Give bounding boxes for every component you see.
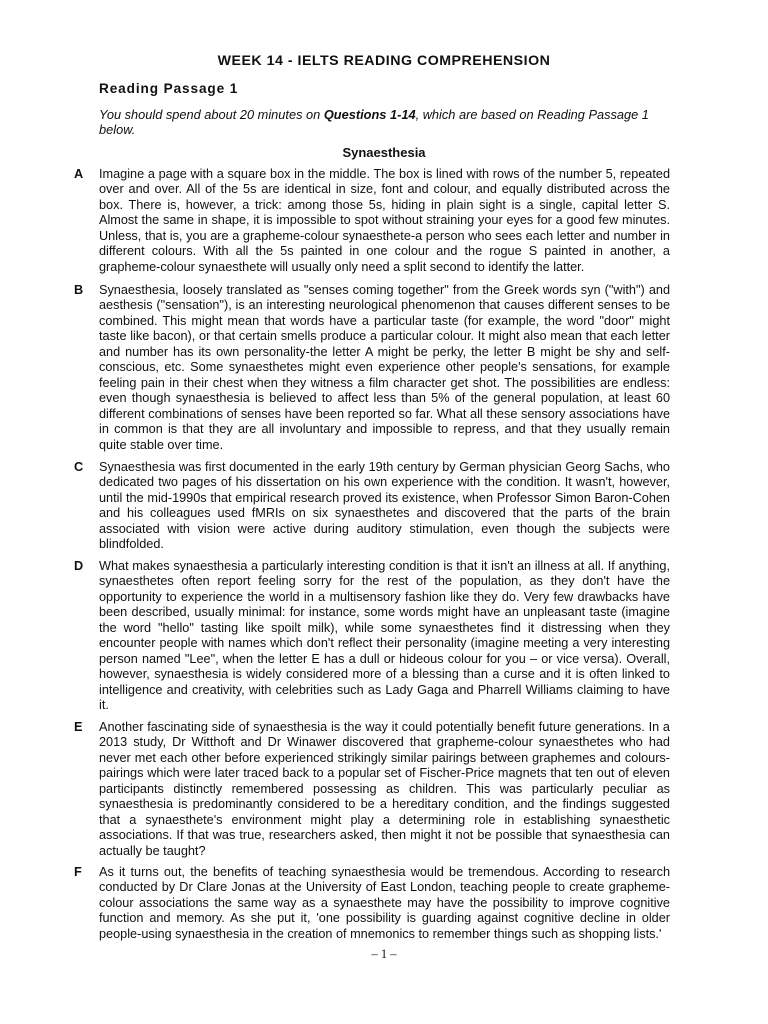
instructions-prefix: You should spend about 20 minutes on <box>99 107 324 122</box>
paragraph-d <box>74 559 670 714</box>
paragraph-e <box>74 720 670 859</box>
paragraph-text: As it turns out, the benefits of teaching synaesthesia would be tremendous. According to research conducted by Dr Clare Jonas at the University of East London, teaching people to create grapheme-colour associations the same way as a synaesthete may have the possibility to improve cognitive function and memory. As she put it, 'one possibility is guarding against cognitive decline in older people-using synaesthesia in the creation of mnemonics to remember things such as shopping lists.' <box>99 865 670 941</box>
page-number: – 1 – <box>371 947 397 961</box>
paragraph-letter: E <box>74 720 83 734</box>
paragraph-f <box>74 865 670 942</box>
passage-title: Synaesthesia <box>342 145 426 160</box>
paragraph-letter: A <box>74 167 84 181</box>
paragraph-text: Synaesthesia was first documented in the early 19th century by German physician Georg Sachs, who dedicated two pages of his dissertation on his own experience with the condition. It wasn't, however, until the mid-1990s that empirical research proved its existence, when Professor Simon Baron-Cohen and his colleagues used fMRIs on six synaesthetes and discovered that the parts of the brain associated with vision were active during auditory stimulation, even though the subjects were blindfolded. <box>99 460 670 552</box>
document-title: WEEK 14 - IELTS READING COMPREHENSION <box>217 53 551 69</box>
paragraph-text: What makes synaesthesia a particularly interesting condition is that it isn't an illness at all. If anything, synaesthetes often report feeling sorry for the rest of the population, as they don't have the opportunity to experience the world in a multisensory fashion like they do. Very few drawbacks have been described, usually minimal: for instance, some words might have an unpleasant taste (imagine the word "hello" tasting like spoilt milk), while some synaesthetes find it distressing when they encounter people with names which don't reflect their personality (imagine meeting a very interesting person named "Lee", when the letter E has a dull or hideous colour for you – or vice versa). Overall, however, synaesthesia is widely considered more of a blessing than a curse and it is often linked to intelligence and creativity, with celebrities such as Lady Gaga and Pharrell Williams claiming to have it. <box>99 559 670 713</box>
paragraph-letter: B <box>74 283 84 297</box>
instructions-text <box>99 107 669 137</box>
paragraph-letter: F <box>74 865 82 879</box>
passage-heading: Reading Passage 1 <box>99 81 239 96</box>
paragraph-c <box>74 460 670 553</box>
paragraph-text: Imagine a page with a square box in the middle. The box is lined with rows of the number 5, repeated over and over. All of the 5s are identical in size, font and colour, and equally distributed across the box. There is, however, a trick: among those 5s, hiding in plain sight is a single, capital letter S. Almost the same in shape, it is impossible to spot without straining your eyes for a good few minutes. Unless, that is, you are a grapheme-colour synaesthete-a person who sees each letter and number in different colours. With all the 5s painted in one colour and the rogue S painted in another, a grapheme-colour synaesthete will usually only need a split second to identify the latter. <box>99 167 670 274</box>
paragraph-a <box>74 167 670 275</box>
paragraph-text: Synaesthesia, loosely translated as "senses coming together" from the Greek words syn ("with") and aesthesis ("sensation"), is an interesting neurological phenomenon that causes different senses to be combined. This might mean that words have a particular taste (for example, the word "door" might taste like bacon), or that certain smells produce a particular colour. It might also mean that each letter and number has its own personality-the letter A might be perky, the letter B might be shy and self-conscious, etc. Some synaesthetes might even experience other people's sensations, for example feeling pain in their chest when they witness a film character get shot. The possibilities are endless: even though synaesthesia is believed to affect less than 5% of the general population, at least 60 different combinations of senses have been reported so far. What all these sensory associations have in common is that they are all involuntary and impossible to repress, and that they usually remain quite stable over time. <box>99 283 670 452</box>
instructions-suffix: , which are based on Reading Passage 1 below. <box>99 107 649 137</box>
instructions-questions-range: Questions 1-14 <box>323 107 416 122</box>
paragraph-b <box>74 283 670 453</box>
paragraph-text: Another fascinating side of synaesthesia is the way it could potentially benefit future generations. In a 2013 study, Dr Witthoft and Dr Winawer discovered that grapheme-colour synaesthetes who had never met each other before experienced strikingly similar pairings between graphemes and colours-pairings which were later traced back to a popular set of Fischer-Price magnets that ten out of eleven participants distinctly remembered possessing as children. This was particularly peculiar as synaesthesia is predominantly considered to be a hereditary condition, and the findings suggested that a synaesthete's environment might play a determining role in establishing synaesthetic associations. If that was true, researchers asked, then might it not be possible that synaesthesia can actually be taught? <box>99 720 670 858</box>
paragraph-letter: C <box>74 460 84 474</box>
paragraph-letter: D <box>74 559 84 573</box>
